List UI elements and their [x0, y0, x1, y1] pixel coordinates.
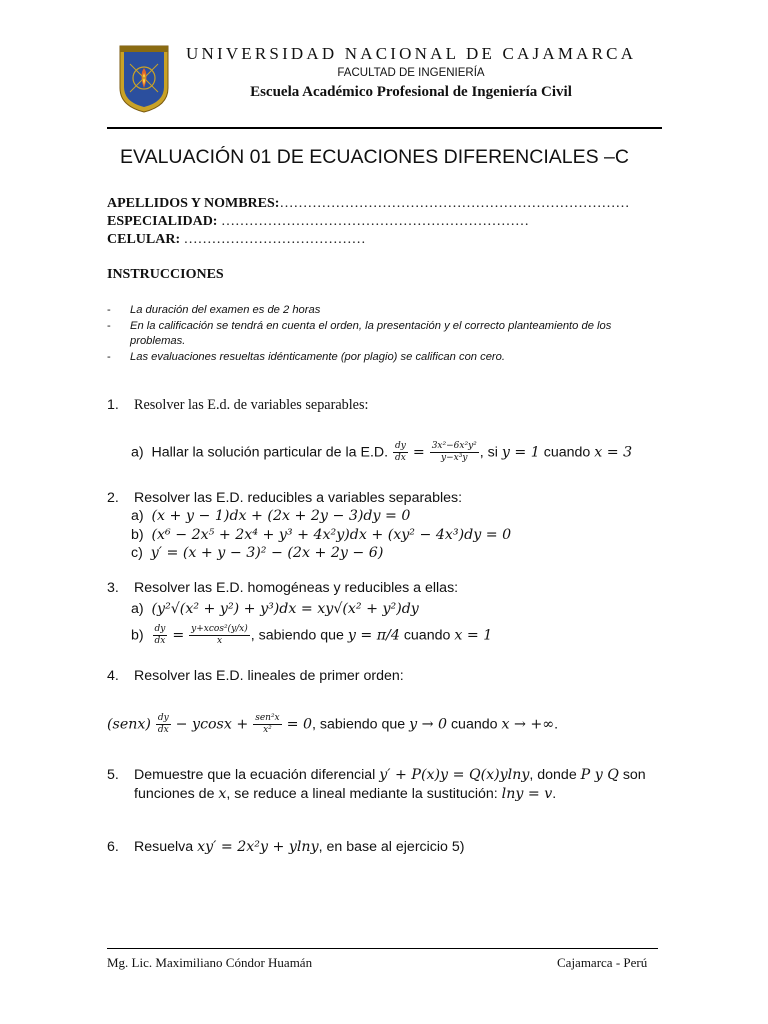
text: Demuestre que la ecuación diferencial: [134, 767, 380, 783]
question-2c: [131, 545, 383, 561]
question-2a: [131, 508, 410, 524]
variables: P y Q: [580, 767, 619, 783]
question-5-number: 5.: [107, 767, 119, 783]
period: .: [554, 716, 559, 733]
footer-location: Cajamarca - Perú: [557, 955, 648, 970]
equation: y′ = (x + y − 3)² − (2x + 2y − 6): [150, 545, 384, 561]
text: son: [618, 767, 646, 783]
specialty-field: [107, 214, 529, 230]
condition-text: , sabiendo que: [312, 716, 410, 733]
question-1-number: 1.: [107, 397, 119, 413]
condition-text: , si: [479, 444, 502, 461]
sub-label: b): [131, 527, 144, 543]
phone-label: CELULAR:: [107, 232, 181, 247]
equals-sign: =: [412, 444, 425, 461]
sine-fraction: $\frac{\text{sen²x}}{\text{x²}}$: [255, 713, 280, 735]
question-5-line-2: [134, 786, 556, 802]
university-name: UNIVERSIDAD NACIONAL DE CAJAMARCA: [186, 44, 637, 63]
sub-label: b): [131, 627, 144, 644]
text: Resuelva: [134, 839, 198, 855]
question-3-text: Resolver las E.D. homogéneas y reducibles a ellas:: [134, 580, 459, 596]
equation: (y²√(x² + y²) + y³)dx = xy√(x² + y²)dy: [151, 601, 419, 617]
equation: lny = v: [501, 786, 553, 802]
bullet-dash: -: [107, 304, 111, 316]
equation-part: − ycosx +: [175, 716, 249, 733]
text: .: [552, 786, 557, 802]
question-5-line-1: [134, 767, 646, 783]
sub-label: a): [131, 508, 144, 524]
condition-text: cuando: [539, 444, 595, 461]
condition-text: cuando: [447, 716, 502, 733]
condition-y: y = π/4: [347, 627, 400, 644]
condition-text: cuando: [399, 627, 455, 644]
instructions-heading: INSTRUCCIONES: [107, 267, 224, 282]
university-logo: [118, 42, 170, 114]
bullet-dash: -: [107, 320, 111, 332]
question-3-number: 3.: [107, 580, 119, 596]
rhs-fraction: $\frac{\text{3x²−6x²y²}}{\text{y−x³y}}$: [431, 441, 477, 463]
sub-label: a): [131, 601, 144, 617]
exam-title: EVALUACIÓN 01 DE ECUACIONES DIFERENCIALES –C: [120, 146, 629, 168]
names-label: APELLIDOS Y NOMBRES:: [107, 196, 280, 211]
footer-divider: [107, 948, 658, 949]
condition-text: , sabiendo que: [250, 627, 348, 644]
equation: (x + y − 1)dx + (2x + 2y − 3)dy = 0: [151, 508, 411, 524]
question-3a: [131, 601, 419, 617]
question-2b: [131, 527, 511, 543]
question-2-number: 2.: [107, 490, 119, 506]
condition-y: y = 1: [501, 444, 540, 461]
header-divider: [107, 127, 662, 129]
names-field: [107, 196, 629, 212]
question-6-text: [134, 839, 465, 855]
shield-emblem-icon: [118, 42, 170, 114]
condition-y: y → 0: [409, 716, 448, 733]
sub-label: a): [131, 444, 144, 461]
equation-part: = 0: [286, 716, 313, 733]
text: funciones de: [134, 786, 219, 802]
equation-part: (senx): [107, 716, 151, 733]
equation: (x⁶ − 2x⁵ + 2x⁴ + y³ + 4x²y)dx + (xy² − 4x³)dy = 0: [151, 527, 512, 543]
instruction-text: La duración del examen es de 2 horas: [130, 304, 321, 316]
question-4-equation: [107, 713, 558, 736]
phone-blank: …………………………………: [183, 232, 366, 247]
specialty-label: ESPECIALIDAD:: [107, 214, 218, 229]
question-1-text: Resolver las E.d. de variables separables:: [134, 397, 369, 413]
derivative-fraction: $\frac{dy}{dx}$: [157, 713, 169, 735]
specialty-blank: …………………………………………………………: [220, 214, 529, 229]
question-2-text: Resolver las E.D. reducibles a variables separables:: [134, 490, 463, 506]
text: , donde: [529, 767, 581, 783]
names-blank: …………………………………………………………………: [279, 196, 630, 211]
phone-field: [107, 232, 366, 248]
question-1a: [131, 441, 632, 464]
text: , se reduce a lineal mediante la sustitución:: [226, 786, 502, 802]
faculty-name: FACULTAD DE INGENIERÍA: [337, 67, 485, 79]
text: , en base al ejercicio 5): [318, 839, 465, 855]
footer-author: Mg. Lic. Maximiliano Cóndor Huamán: [107, 955, 313, 970]
equation: y′ + P(x)y = Q(x)ylny: [379, 767, 530, 783]
condition-x: x = 1: [454, 627, 493, 644]
condition-x: x = 3: [594, 444, 633, 461]
question-3b: [131, 624, 492, 647]
question-6-number: 6.: [107, 839, 119, 855]
equals-sign: =: [172, 627, 185, 644]
school-name: Escuela Académico Profesional de Ingeniería Civil: [250, 84, 572, 100]
derivative-fraction: $\frac{dy}{dx}$: [154, 624, 166, 646]
instruction-text: En la calificación se tendrá en cuenta el orden, la presentación y el correcto planteamiento de los problemas.: [130, 320, 612, 347]
rhs-fraction: $\frac{\text{y+xcos²(y/x)}}{x}$: [191, 624, 248, 646]
question-4-text: Resolver las E.D. lineales de primer orden:: [134, 668, 404, 684]
equation: xy′ = 2x²y + ylny: [197, 839, 319, 855]
instruction-text: Las evaluaciones resueltas idénticamente (por plagio) se califican con cero.: [130, 351, 505, 363]
condition-x: x → +∞: [501, 716, 555, 733]
derivative-fraction: $\frac{dy}{dx}$: [395, 441, 406, 463]
question-1a-text: Hallar la solución particular de la E.D.: [151, 444, 389, 461]
question-4-number: 4.: [107, 668, 119, 684]
sub-label: c): [131, 545, 143, 561]
bullet-dash: -: [107, 351, 111, 363]
variable: x: [218, 786, 227, 802]
